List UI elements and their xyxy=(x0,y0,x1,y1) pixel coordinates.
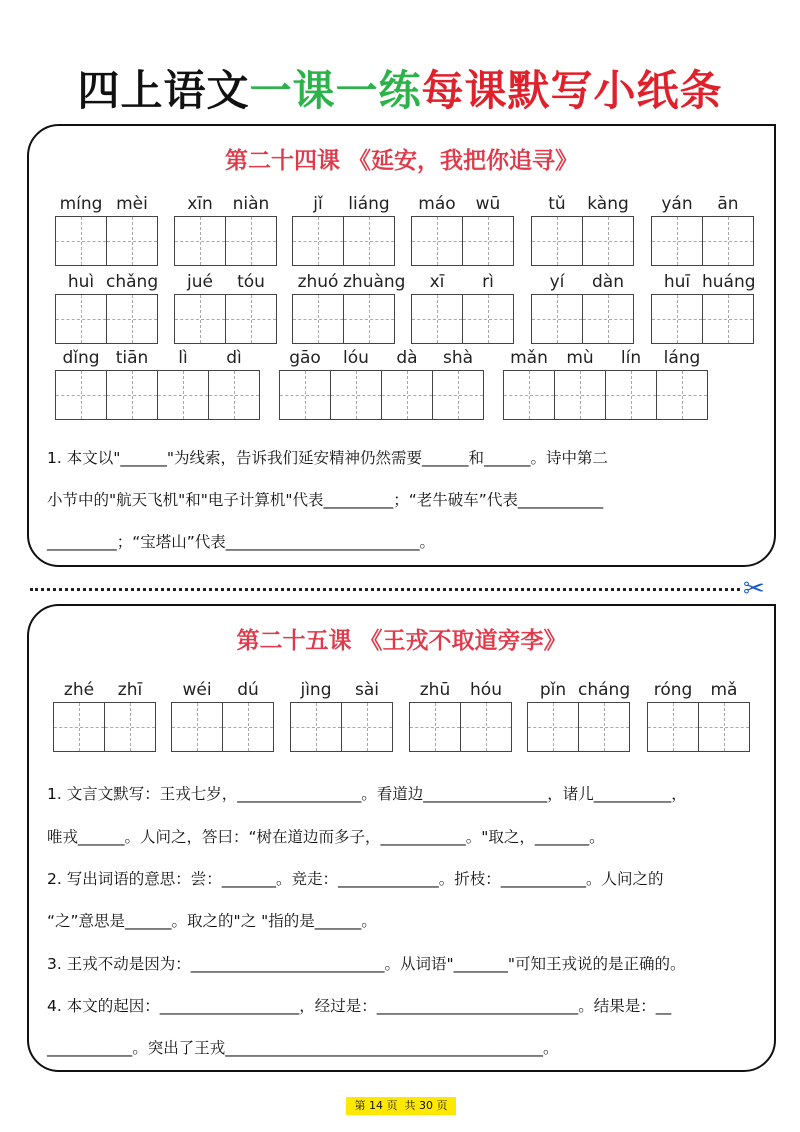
pinyin-label: zhū xyxy=(419,680,451,700)
pinyin-label: kàng xyxy=(587,194,629,214)
pinyin-label: lín xyxy=(620,348,642,368)
page-title xyxy=(0,58,800,118)
pinyin-label: jìng xyxy=(300,680,332,700)
pinyin-label: xīn xyxy=(187,194,213,214)
writing-box[interactable] xyxy=(157,370,209,420)
title-part-3: 每课默写小纸条 xyxy=(421,66,723,115)
pinyin-label: zhuàng xyxy=(343,272,406,292)
pinyin-label: jué xyxy=(187,272,213,292)
writing-box[interactable] xyxy=(409,702,461,752)
lesson-25-question-4-line-2: ___________。突出了王戎_________________________________________。 xyxy=(47,1039,559,1057)
writing-box[interactable] xyxy=(462,216,514,266)
writing-box[interactable] xyxy=(55,216,107,266)
title-part-2: 一课一练 xyxy=(249,66,422,115)
writing-boxes xyxy=(647,702,749,752)
writing-box[interactable] xyxy=(174,216,226,266)
writing-box[interactable] xyxy=(343,216,395,266)
writing-box[interactable] xyxy=(702,294,754,344)
writing-box[interactable] xyxy=(343,294,395,344)
title-part-1: 四上语文 xyxy=(77,66,250,115)
lesson-25-question-1-line-2: 唯戎______。人问之，答曰：“树在道边而多子，___________。"取之，_______。 xyxy=(47,828,605,846)
writing-box[interactable] xyxy=(208,370,260,420)
writing-box[interactable] xyxy=(554,370,606,420)
pinyin-label: wéi xyxy=(182,680,212,700)
writing-box[interactable] xyxy=(527,702,579,752)
writing-box[interactable] xyxy=(503,370,555,420)
writing-boxes xyxy=(174,294,276,344)
writing-box[interactable] xyxy=(171,702,223,752)
writing-box[interactable] xyxy=(104,702,156,752)
writing-boxes xyxy=(290,702,392,752)
writing-boxes xyxy=(279,370,483,420)
writing-box[interactable] xyxy=(432,370,484,420)
writing-box[interactable] xyxy=(290,702,342,752)
writing-box[interactable] xyxy=(222,702,274,752)
pinyin-label: lì xyxy=(178,348,188,368)
pinyin-label: dǐng xyxy=(62,348,100,368)
pinyin-label: mù xyxy=(566,348,594,368)
writing-box[interactable] xyxy=(578,702,630,752)
lesson-25-question-4-line-1: 4. 本文的起因：__________________，经过是：__________________________。结果是：__ xyxy=(47,997,672,1015)
writing-box[interactable] xyxy=(411,294,463,344)
writing-box[interactable] xyxy=(651,294,703,344)
pinyin-label: shà xyxy=(442,348,474,368)
lesson-25-card xyxy=(27,604,776,1072)
pinyin-label: wū xyxy=(475,194,501,214)
pinyin-label: huī xyxy=(663,272,691,292)
pinyin-label: xī xyxy=(429,272,445,292)
pinyin-label: tiān xyxy=(115,348,149,368)
pinyin-label: niàn xyxy=(232,194,270,214)
lesson-25-question-3-line-1: 3. 王戎不动是因为：_________________________。从词语"_______"可知王戎说的是正确的。 xyxy=(47,955,686,973)
pinyin-label: huáng xyxy=(702,272,756,292)
writing-box[interactable] xyxy=(531,294,583,344)
writing-box[interactable] xyxy=(656,370,708,420)
writing-boxes xyxy=(171,702,273,752)
writing-boxes xyxy=(531,294,633,344)
writing-box[interactable] xyxy=(582,294,634,344)
pinyin-label: huì xyxy=(67,272,95,292)
lesson-24-question-1-line-3: _________；“宝塔山”代表_________________________。 xyxy=(47,533,436,551)
writing-box[interactable] xyxy=(411,216,463,266)
pinyin-label: mǎ xyxy=(710,680,738,700)
pinyin-label: mǎn xyxy=(510,348,548,368)
scissors-icon: ✂ xyxy=(743,574,765,604)
writing-boxes xyxy=(651,294,753,344)
cut-line xyxy=(30,588,740,591)
writing-box[interactable] xyxy=(531,216,583,266)
writing-box[interactable] xyxy=(174,294,226,344)
pinyin-label: dàn xyxy=(592,272,624,292)
pinyin-label: tǔ xyxy=(548,194,566,214)
writing-boxes xyxy=(409,702,511,752)
pinyin-label: zhuó xyxy=(297,272,339,292)
pinyin-label: lóu xyxy=(343,348,369,368)
writing-boxes xyxy=(53,702,155,752)
pinyin-label: yán xyxy=(661,194,693,214)
lesson-25-question-2-line-1: 2. 写出词语的意思：尝：_______。竞走：_____________。折枝：___________。人问之的 xyxy=(47,870,664,888)
writing-box[interactable] xyxy=(55,370,107,420)
writing-box[interactable] xyxy=(582,216,634,266)
pinyin-label: zhī xyxy=(117,680,143,700)
pinyin-label: máo xyxy=(418,194,456,214)
writing-box[interactable] xyxy=(225,216,277,266)
writing-box[interactable] xyxy=(605,370,657,420)
pinyin-label: dì xyxy=(226,348,242,368)
lesson-25-question-1-line-1: 1. 文言文默写：王戎七岁，________________。看道边________________，诸儿__________， xyxy=(47,785,687,803)
lesson-24-title: 第二十四课 《延安，我把你追寻》 xyxy=(224,148,578,174)
pinyin-label: hóu xyxy=(470,680,502,700)
writing-box[interactable] xyxy=(330,370,382,420)
writing-boxes xyxy=(174,216,276,266)
writing-box[interactable] xyxy=(698,702,750,752)
writing-box[interactable] xyxy=(702,216,754,266)
writing-boxes xyxy=(411,216,513,266)
writing-box[interactable] xyxy=(279,370,331,420)
lesson-24-question-1-line-1: 1. 本文以"______"为线索，告诉我们延安精神仍然需要______和______。诗中第二 xyxy=(47,449,608,467)
pinyin-label: gāo xyxy=(289,348,321,368)
pinyin-label: jǐ xyxy=(313,194,323,214)
writing-box[interactable] xyxy=(292,216,344,266)
writing-boxes xyxy=(651,216,753,266)
pinyin-label: ān xyxy=(717,194,739,214)
writing-box[interactable] xyxy=(106,294,158,344)
writing-boxes xyxy=(531,216,633,266)
pinyin-label: míng xyxy=(59,194,103,214)
lesson-24-question-1-line-2: 小节中的"航天飞机"和"电子计算机"代表_________；“老牛破车”代表___________ xyxy=(47,491,604,509)
writing-box[interactable] xyxy=(381,370,433,420)
lesson-24-card xyxy=(27,124,776,567)
pinyin-label: rì xyxy=(482,272,494,292)
writing-boxes xyxy=(55,294,157,344)
pinyin-label: sài xyxy=(355,680,379,700)
writing-boxes xyxy=(503,370,707,420)
pinyin-label: mèi xyxy=(116,194,148,214)
writing-box[interactable] xyxy=(647,702,699,752)
writing-boxes xyxy=(411,294,513,344)
pinyin-label: zhé xyxy=(63,680,95,700)
pinyin-label: dú xyxy=(237,680,259,700)
writing-box[interactable] xyxy=(460,702,512,752)
writing-box[interactable] xyxy=(106,370,158,420)
pinyin-label: tóu xyxy=(237,272,265,292)
writing-boxes xyxy=(55,216,157,266)
writing-box[interactable] xyxy=(53,702,105,752)
pinyin-label: liáng xyxy=(348,194,390,214)
pinyin-label: róng xyxy=(653,680,693,700)
writing-boxes xyxy=(292,294,394,344)
writing-box[interactable] xyxy=(55,294,107,344)
pinyin-label: pǐn xyxy=(539,680,567,700)
page-footer: 第 14 页 共 30 页 xyxy=(346,1097,456,1115)
pinyin-label: chǎng xyxy=(106,272,159,292)
writing-box[interactable] xyxy=(341,702,393,752)
pinyin-label: cháng xyxy=(578,680,631,700)
lesson-25-title: 第二十五课 《王戎不取道旁李》 xyxy=(236,628,567,654)
writing-box[interactable] xyxy=(106,216,158,266)
writing-box[interactable] xyxy=(651,216,703,266)
writing-boxes xyxy=(55,370,259,420)
writing-boxes xyxy=(527,702,629,752)
writing-box[interactable] xyxy=(462,294,514,344)
writing-box[interactable] xyxy=(292,294,344,344)
pinyin-label: yí xyxy=(549,272,565,292)
writing-box[interactable] xyxy=(225,294,277,344)
pinyin-label: dà xyxy=(396,348,418,368)
writing-boxes xyxy=(292,216,394,266)
pinyin-label: láng xyxy=(663,348,701,368)
lesson-25-question-2-line-2: “之”意思是______。取之的"之 "指的是______。 xyxy=(47,912,377,930)
